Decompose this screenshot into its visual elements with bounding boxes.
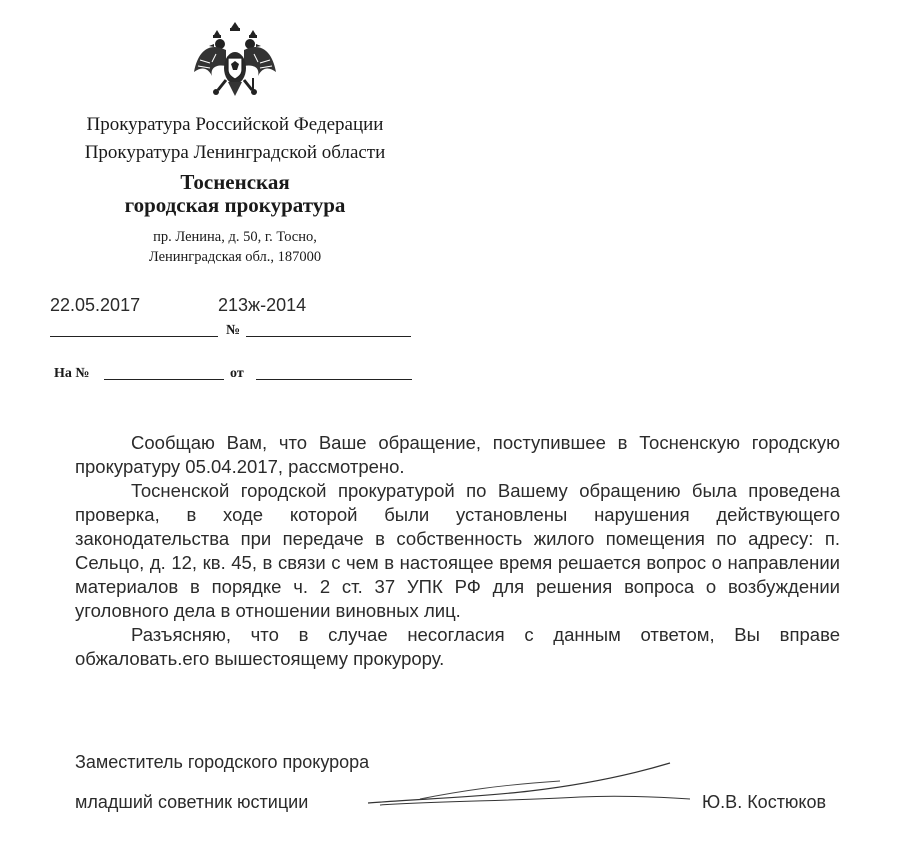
handwritten-signature — [360, 755, 700, 815]
body-paragraph: Разъясняю, что в случае несогласия с данным ответом, Вы вправе обжаловать.его вышестоящему прокурору. — [75, 624, 840, 669]
office-name-line-1: Тосненская — [180, 170, 290, 194]
reply-date-underline — [256, 379, 412, 380]
body-paragraph: Сообщаю Вам, что Ваше обращение, поступившее в Тосненскую городскую прокуратуру 05.04.2017, рассмотрено. — [75, 432, 840, 477]
coat-of-arms-emblem — [190, 20, 280, 110]
from-label: от — [230, 366, 244, 381]
reply-number-underline — [104, 379, 224, 380]
signatory-title-line-2: младший советник юстиции — [75, 792, 309, 812]
letter-body — [75, 431, 840, 671]
office-name-line-2: городская прокуратура — [124, 193, 346, 217]
address-line-2: Ленинградская обл., 187000 — [148, 249, 322, 265]
signatory-name: Ю.В. Костюков — [702, 792, 827, 812]
signatory-title-line-1: Заместитель городского прокурора — [75, 752, 370, 772]
org-name-federation: Прокуратура Российской Федерации — [86, 114, 384, 135]
registration-number: 213ж-2014 — [218, 295, 307, 315]
number-underline — [246, 336, 411, 337]
address-line-1: пр. Ленина, д. 50, г. Тосно, — [153, 229, 317, 245]
reply-to-label: На № — [54, 366, 90, 381]
body-paragraph: Тосненской городской прокуратурой по Вашему обращению была проведена проверка, в ходе которой были установлены нарушения действующего законодательства при передаче в собственность жилого помещения по адресу: п. Сельцо, д. 12, кв. 45, в связи с чем в настоящее время решается вопрос о направлении материалов в порядке ч. 2 ст. 37 УПК РФ для решения вопроса о возбуждении уголовного дела в отношении виновных лиц. — [75, 480, 840, 621]
registration-date: 22.05.2017 — [50, 295, 141, 315]
number-label: № — [226, 323, 241, 338]
date-underline — [50, 336, 218, 337]
org-name-region: Прокуратура Ленинградской области — [84, 142, 386, 163]
